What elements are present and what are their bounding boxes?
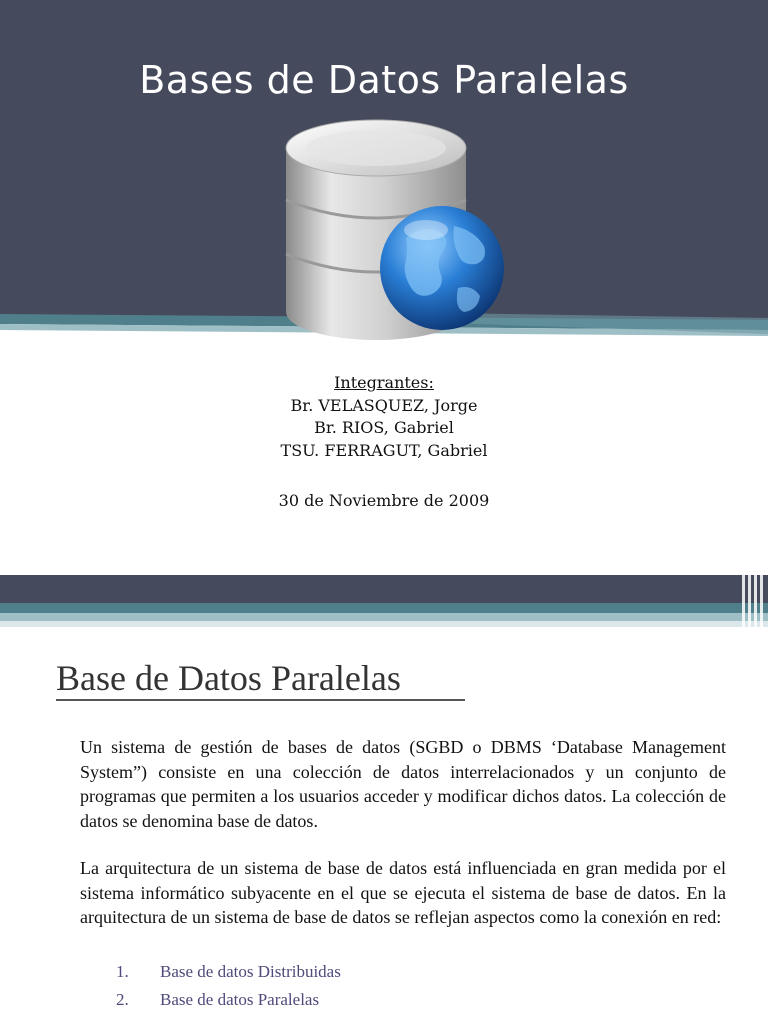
list-number: 2.: [116, 990, 129, 1009]
list-text: Base de datos Distribuidas: [160, 962, 341, 981]
numbered-list: [116, 958, 341, 1014]
slide-body: [80, 735, 726, 953]
database-globe-image: [276, 118, 512, 350]
content-slide: [0, 575, 768, 1024]
globe-icon: [380, 206, 504, 330]
slide-title: Bases de Datos Paralelas: [139, 58, 629, 102]
decorative-stripe: [0, 575, 768, 635]
slide-title: Base de Datos Paralelas: [56, 658, 401, 698]
member-name: TSU. FERRAGUT, Gabriel: [280, 440, 488, 460]
member-name: Br. RIOS, Gabriel: [314, 418, 454, 437]
body-paragraph: La arquitectura de un sistema de base de datos está influenciada en gran medida por el sistema informático subyacente en el que se ejecuta el sistema de base de datos. En la arquitectura de un sistema de base de datos se reflejan aspectos como la conexión en red:: [80, 858, 726, 927]
list-number: 1.: [116, 962, 129, 981]
presentation-date: 30 de Noviembre de 2009: [278, 491, 490, 510]
list-text: Base de datos Paralelas: [160, 990, 320, 1009]
members-block: [0, 372, 768, 462]
list-item: [116, 986, 341, 1014]
list-item: [116, 958, 341, 986]
body-paragraph: Un sistema de gestión de bases de datos (SGBD o DBMS ‘Database Management System”) consiste en una colección de datos interrelacionados y un conjunto de programas que permiten a los usuarios acceder y modificar dichos datos. La colección de datos se denomina base de datos.: [80, 737, 726, 831]
title-underline: [56, 699, 465, 701]
members-heading: Integrantes:: [334, 373, 434, 392]
member-name: Br. VELASQUEZ, Jorge: [290, 395, 478, 415]
